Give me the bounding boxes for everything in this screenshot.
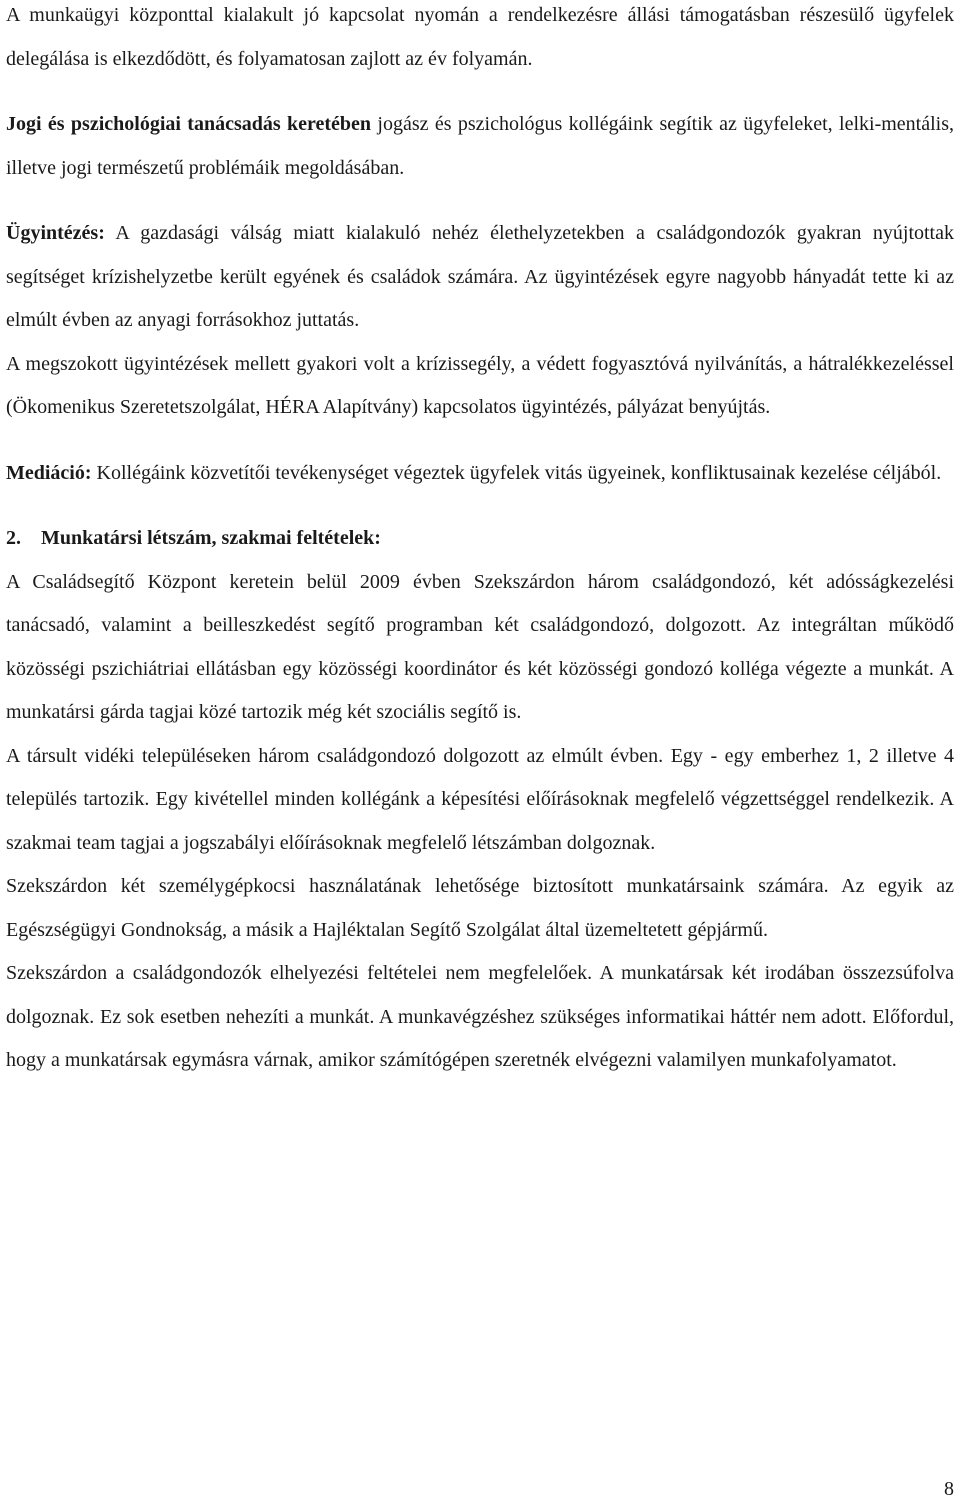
paragraph-jogi-tanacsadas-body: jogász és pszichológus kollégáink segítik az ügyfeleket, lelki-mentális, illetve jogi természetű problémáik megoldásában.	[6, 113, 954, 179]
section-number: 2.	[6, 527, 21, 549]
paragraph-ugyintezes-body: A gazdasági válság miatt kialakuló nehéz élethelyzetekben a családgondozók gyakran nyújtottak segítséget krízishelyzetbe került egyének és családok számára. Az ügyintézések egyre nagyobb hányadát tette ki az elmúlt évben az anyagi forrásokhoz juttatás.	[6, 222, 954, 331]
paragraph-csaladsegito-kozpont: A Családsegítő Központ keretein belül 2009 évben Szekszárdon három családgondozó, két adósságkezelési tanácsadó, valamint a beilleszkedést segítő programban két családgondozó, dolgozott. Az integráltan működő közösségi pszichiátriai ellátásban egy közösségi koordinátor és két közösségi gondozó kolléga végezte a munkát. A munkatársi gárda tagjai közé tartozik még két szociális segítő is.	[6, 570, 954, 723]
paragraph-tarsult-telepulesek: A társult vidéki településeken három családgondozó dolgozott az elmúlt évben. Egy - egy emberhez 1, 2 illetve 4 település tartozik. Egy kivétellel minden kollégánk a képesítési előírásoknak megfelelő végzettséggel rendelkezik. A szakmai team tagjai a jogszabályi előírásoknak megfelelő létszámban dolgoznak.	[6, 744, 954, 854]
paragraph-szemelygepkocsi: Szekszárdon két személygépkocsi használatának lehetősége biztosított munkatársaink számára. Az egyik az Egészségügyi Gondnokság, a másik a Hajléktalan Segítő Szolgálat által üzemeltetett gépjármű.	[6, 875, 954, 941]
paragraph-jogi-tanacsadas-lead: Jogi és pszichológiai tanácsadás keretében	[6, 113, 372, 135]
paragraph-megszokott-ugyintezesek: A megszokott ügyintézések mellett gyakori volt a krízissegély, a védett fogyasztóvá nyilvánítás, a hátralékkezeléssel (Ökomenikus Szeretetszolgálat, HÉRA Alapítvány) kapcsolatos ügyintézés, pályázat benyújtás.	[6, 352, 954, 418]
paragraph-jogi-tanacsadas	[6, 103, 954, 190]
document-page	[6, 0, 954, 1083]
section-title: Munkatársi létszám, szakmai feltételek:	[41, 527, 381, 549]
paragraph-ugyintezes	[6, 212, 954, 343]
paragraph-mediacio-body: Kollégáink közvetítői tevékenységet végeztek ügyfelek vitás ügyeinek, konfliktusainak kezelése céljából.	[91, 461, 942, 484]
paragraph-munkaugyi: A munkaügyi központtal kialakult jó kapcsolat nyomán a rendelkezésre állási támogatásban részesülő ügyfelek delegálása is elkezdődött, és folyamatosan zajlott az év folyamán.	[6, 4, 954, 70]
section-heading	[6, 517, 954, 561]
paragraph-ugyintezes-lead: Ügyintézés:	[6, 222, 105, 244]
page-number: 8	[944, 1478, 954, 1500]
paragraph-mediacio-lead: Mediáció:	[6, 461, 92, 484]
paragraph-mediacio	[6, 452, 954, 496]
paragraph-elhelyezesi-feltetelek: Szekszárdon a családgondozók elhelyezési feltételei nem megfelelőek. A munkatársak két irodában összezsúfolva dolgoznak. Ez sok esetben nehezíti a munkát. A munkavégzéshez szükséges informatikai háttér nem adott. Előfordul, hogy a munkatársak egymásra várnak, amikor számítógépen szeretnék elvégezni valamilyen munkafolyamatot.	[6, 962, 954, 1071]
